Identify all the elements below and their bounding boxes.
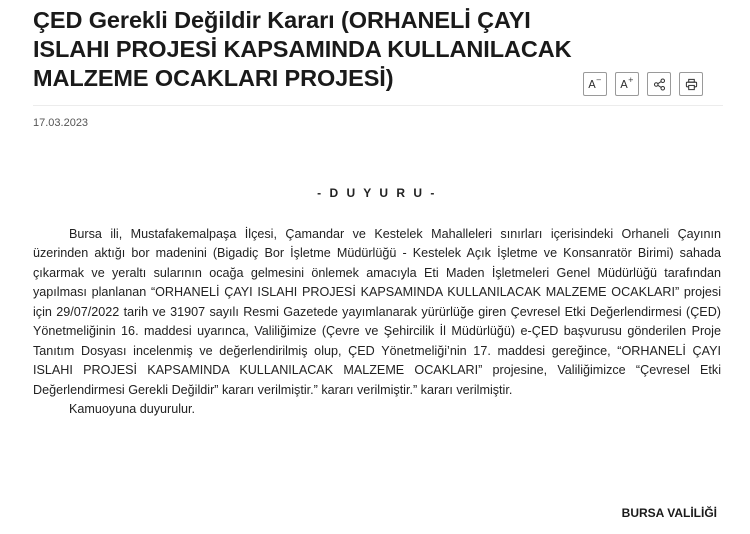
page-title: ÇED Gerekli Değildir Kararı (ORHANELİ ÇAYI ISLAHI PROJESİ KAPSAMINDA KULLANILACAK MALZEME OCAKLARI PROJESİ) [33,7,572,91]
announcement-heading: - D U Y U R U - [317,186,437,200]
signature: BURSA VALİLİĞİ [621,506,717,520]
share-icon [653,78,666,91]
font-decrease-icon: A− [588,75,602,91]
publish-date: 17.03.2023 [33,117,89,129]
print-button[interactable] [679,72,703,96]
font-decrease-button[interactable] [583,72,607,96]
share-button[interactable] [647,72,671,96]
font-increase-icon: A+ [620,75,634,91]
announcement-paragraph: Bursa ili, Mustafakemalpaşa İlçesi, Çamandar ve Kestelek Mahalleleri sınırları içerisindeki Orhaneli Çayının üzerinden aktığı bor madenini (Bigadiç Bor İşletme Müdürlüğü - Kestelek Açık İşletme ve Konsanratör Birimi) sahada çıkarmak ve yeraltı sularının ocağa gelmesini önlemek amacıyla Eti Maden İşletmeleri Genel Müdürlüğü tarafından yapılması planlanan “ORHANELİ ÇAYI ISLAHI PROJESİ KAPSAMINDA KULLANILACAK MALZEME OCAKLARI” projesi için 29/07/2022 tarih ve 31907 sayılı Resmi Gazetede yayımlanarak yürürlüğe giren Çevresel Etki Değerlendirmesi (ÇED) Yönetmeliğinin 16. maddesi uyarınca, Valiliğimize (Çevre ve Şehircilik İl Müdürlüğü) e-ÇED başvurusu gönderilen Proje Tanıtım Dosyası incelenmiş ve değerlendirilmiş olup, ÇED Yönetmeliği’nin 17. maddesi gereğince, “ORHANELİ ÇAYI ISLAHI PROJESİ KAPSAMINDA KULLANILACAK MALZEME OCAKLARI” projesine, Valiliğimizce “Çevresel Etki Değerlendirmesi Gerekli Değildir” kararı verilmiştir.” kararı verilmiştir.” kararı verilmiştir. [33,226,721,397]
article-body [33,184,721,420]
printer-icon [685,78,698,91]
font-increase-button[interactable] [615,72,639,96]
article-toolbar [583,72,703,96]
header-divider [33,105,723,106]
closing-line: Kamuoyuna duyurulur. [69,402,196,416]
